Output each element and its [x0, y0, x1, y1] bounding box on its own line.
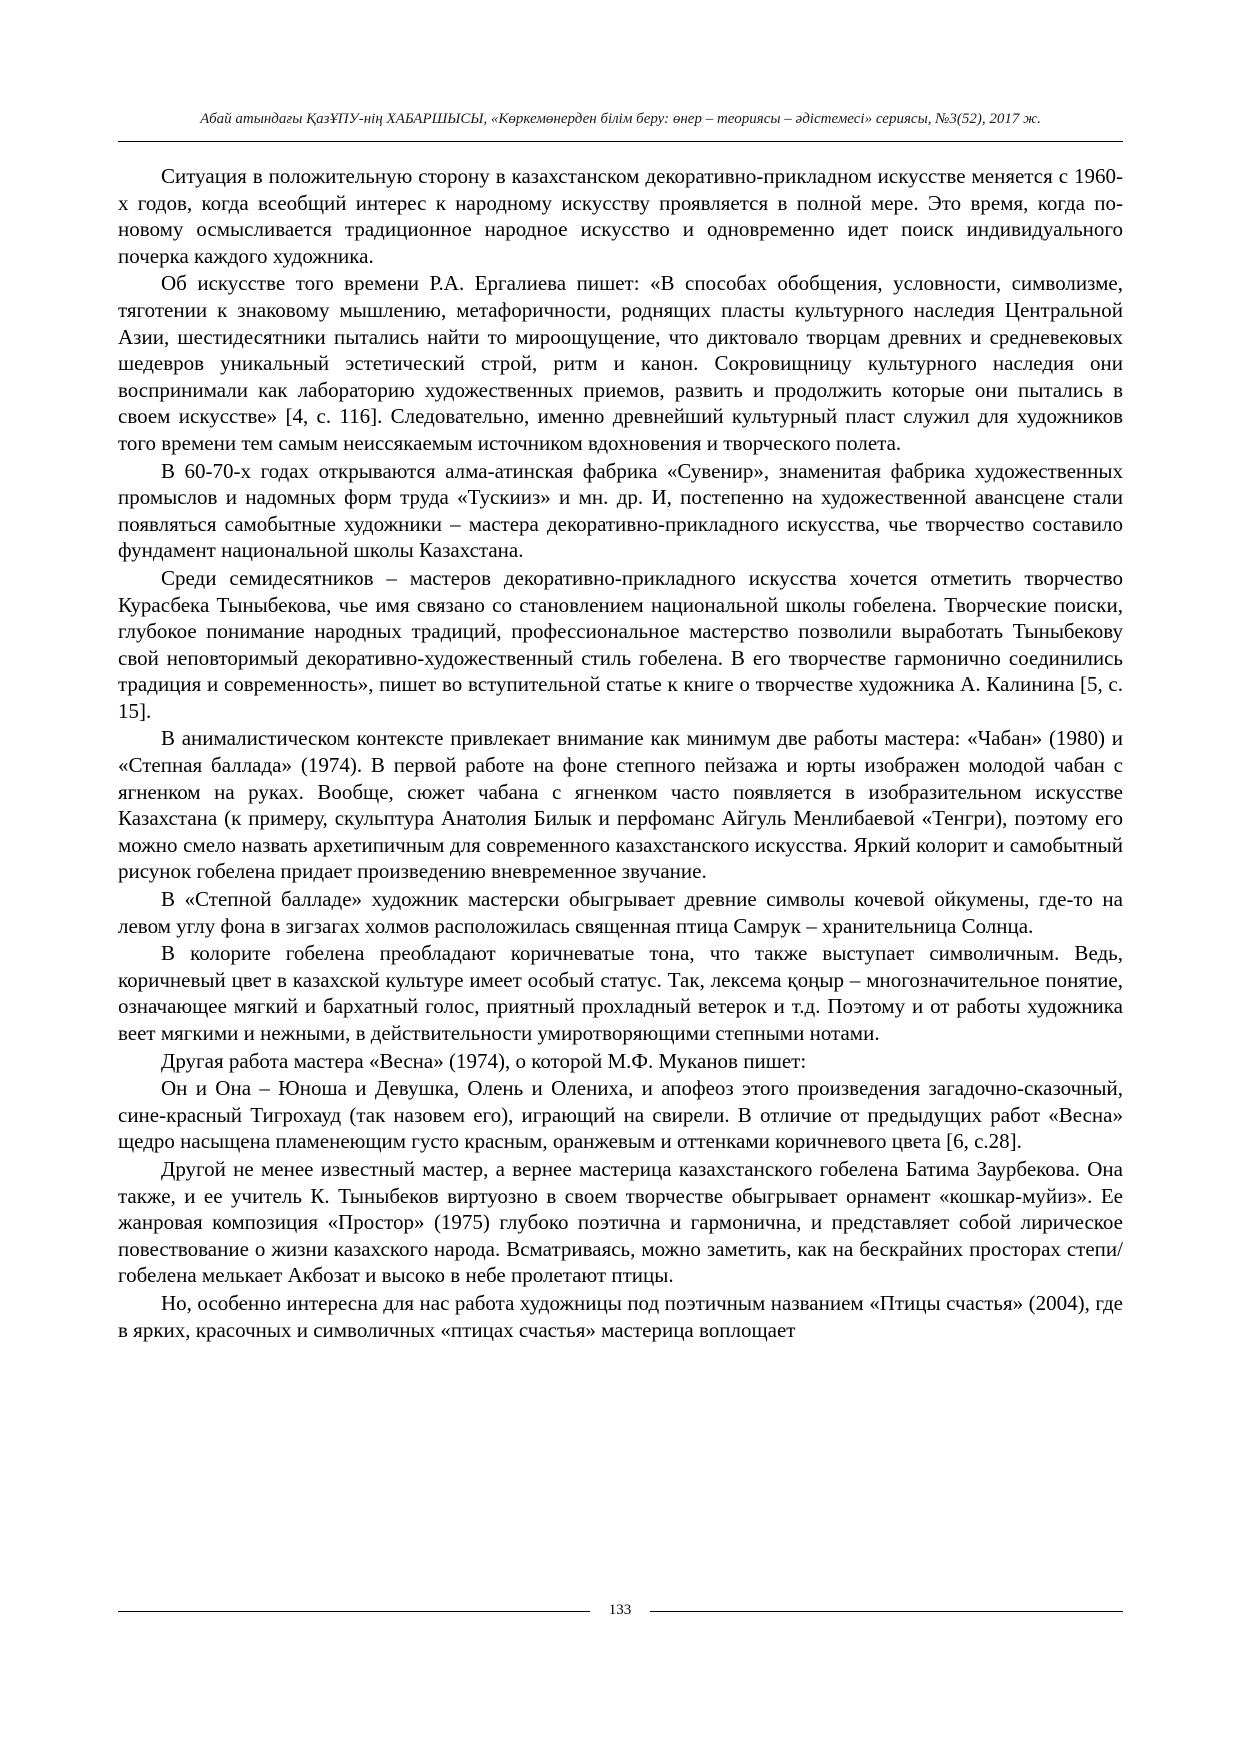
paragraph: Среди семидесятников – мастеров декоративно-прикладного искусства хочется отметить творчество Курасбека Тыныбекова, чье имя связано со становлением национальной школы гобелена. Творческие поиски, глубокое понимание народных традиций, профессиональное мастерство позволили выработать Тыныбекову свой неповторимый декоративно-художественный стиль гобелена. В его творчестве гармонично соединились традиция и современность», пишет во вступительной статье к книге о творчестве художника А. Калинина [5, с. 15].	[118, 565, 1123, 723]
paragraph: Но, особенно интересна для нас работа художницы под поэтичным названием «Птицы счастья» (2004), где в ярких, красочных и символичных «птицах счастья» мастерица воплощает	[118, 1290, 1123, 1342]
header-rule	[118, 141, 1123, 142]
article-body	[118, 163, 1123, 1344]
paragraph: Ситуация в положительную сторону в казахстанском декоративно-прикладном искусстве меняется с 1960-х годов, когда всеобщий интерес к народному искусству проявляется в полной мере. Это время, когда по-новому осмысливается традиционное народное искусство и одновременно идет поиск индивидуального почерка каждого художника.	[118, 164, 1123, 268]
footer-rule-left	[118, 1611, 590, 1612]
paragraph: В анималистическом контексте привлекает внимание как минимум две работы мастера: «Чабан» (1980) и «Степная баллада» (1974). В первой работе на фоне степного пейзажа и юрты изображен молодой чабан с ягненком на руках. Вообще, сюжет чабана с ягненком часто появляется в изобразительном искусстве Казахстана (к примеру, скульптура Анатолия Билык и перфоманс Айгуль Менлибаевой «Тенгри), поэтому его можно смело назвать архетипичным для современного казахстанского искусства. Яркий колорит и самобытный рисунок гобелена придает произведению вневременное звучание.	[118, 726, 1123, 884]
paragraph: В колорите гобелена преобладают коричневатые тона, что также выступает символичным. Ведь, коричневый цвет в казахской культуре имеет особый статус. Так, лексема қоңыр – многозначительное понятие, означающее мягкий и бархатный голос, приятный прохладный ветерок и т.д. Поэтому и от работы художника веет мягкими и нежными, в действительности умиротворяющими степными нотами.	[118, 941, 1123, 1045]
paragraph: Другая работа мастера «Весна» (1974), о которой М.Ф. Муканов пишет:	[161, 1048, 807, 1073]
paragraph: Об искусстве того времени Р.А. Ергалиева пишет: «В способах обобщения, условности, символизме, тяготении к знаковому мышлению, метафоричности, роднящих пласты культурного наследия Центральной Азии, шестидесятники пытались найти то мироощущение, что диктовало творцам древних и средневековых шедевров уникальный эстетический строй, ритм и канон. Сокровищницу культурного наследия они воспринимали как лабораторию художественных приемов, развить и продолжить которые они пытались в своем искусстве» [4, с. 116]. Следовательно, именно древнейший культурный пласт служил для художников того времени тем самым неиссякаемым источником вдохновения и творческого полета.	[118, 271, 1123, 455]
paragraph: Он и Она – Юноша и Девушка, Олень и Олениха, и апофеоз этого произведения загадочно-сказочный, сине-красный Тигрохауд (так назовем его), играющий на свирели. В отличие от предыдущих работ «Весна» щедро насыщена пламенеющим густо красным, оранжевым и оттенками коричневого цвета [6, с.28].	[118, 1076, 1123, 1154]
paragraph: Другой не менее известный мастер, а вернее мастерица казахстанского гобелена Батима Заурбекова. Она также, и ее учитель К. Тыныбеков виртуозно в своем творчестве обыгрывает орнамент «кошкар-муйиз». Ее жанровая композиция «Простор» (1975) глубоко поэтична и гармонична, и представляет собой лирическое повествование о жизни казахского народа. Всматриваясь, можно заметить, как на бескрайних просторах степи/гобелена мелькает Акбозат и высоко в небе пролетают птицы.	[118, 1156, 1123, 1288]
paragraph: В 60-70-х годах открываются алма-атинская фабрика «Сувенир», знаменитая фабрика художественных промыслов и надомных форм труда «Тускииз» и мн. др. И, постепенно на художественной авансцене стали появляться самобытные художники – мастера декоративно-прикладного искусства, чье творчество составило фундамент национальной школы Казахстана.	[118, 458, 1123, 563]
footer-rule-right	[650, 1611, 1123, 1612]
paragraph: В «Степной балладе» художник мастерски обыгрывает древние символы кочевой ойкумены, где-то на левом углу фона в зигзагах холмов расположилась священная птица Самрук – хранительница Солнца.	[118, 887, 1123, 938]
running-header: Абай атындағы ҚазҰПУ-нің ХАБАРШЫСЫ, «Көркемөнерден білім беру: өнер – теориясы – әдістемесі» сериясы, №3(52), 2017 ж.	[200, 111, 1041, 127]
page-number: 133	[608, 1602, 632, 1618]
